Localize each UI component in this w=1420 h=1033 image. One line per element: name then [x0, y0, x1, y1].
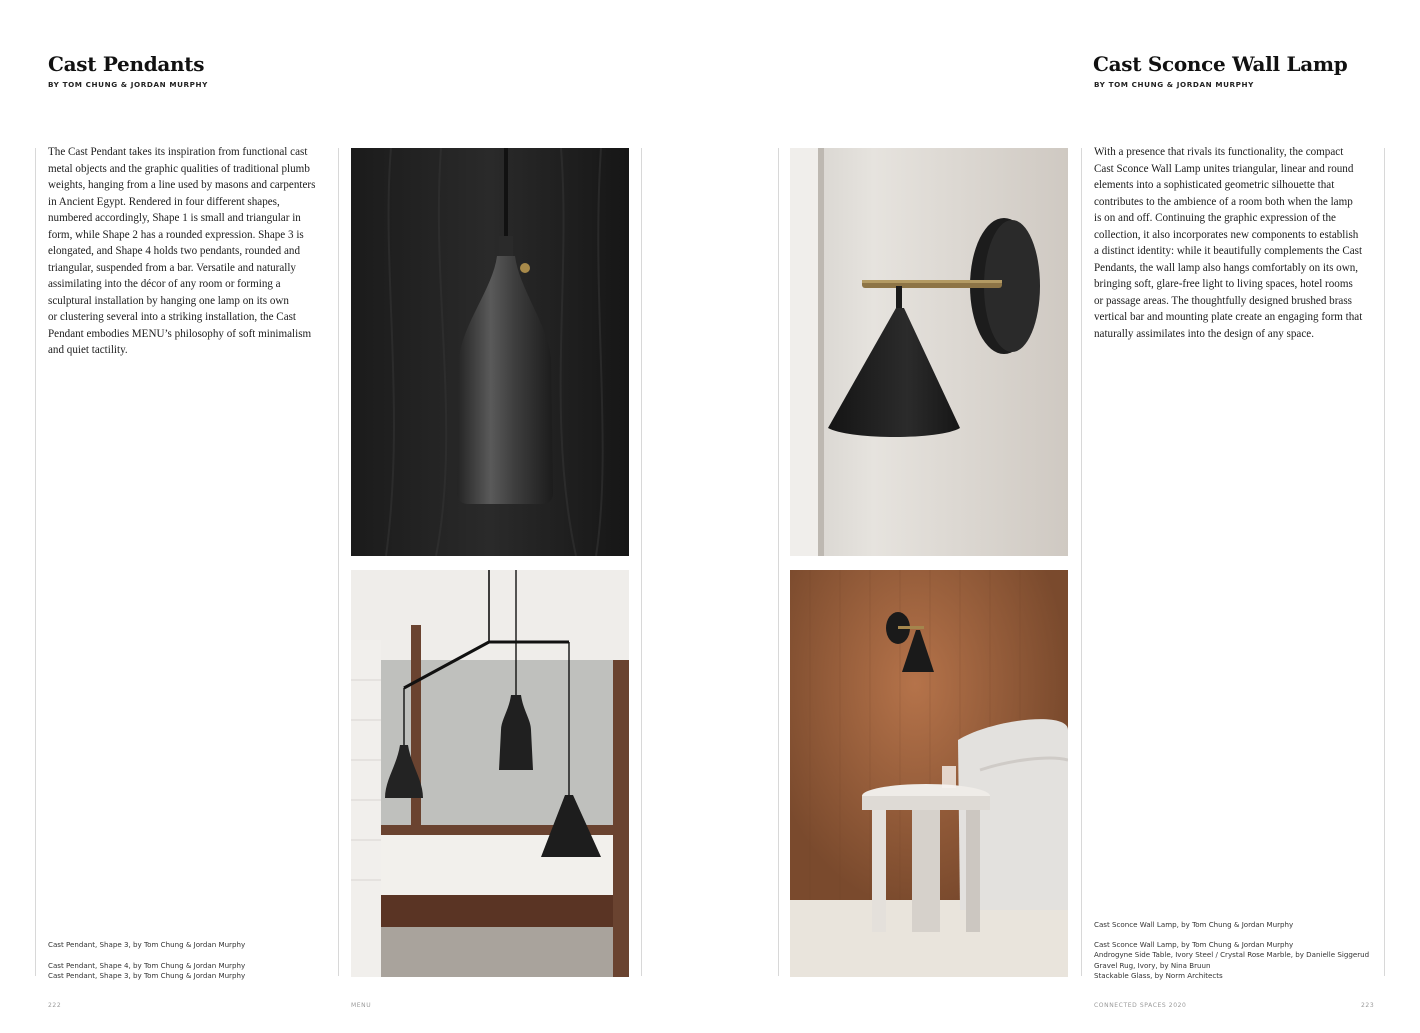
left-page-byline: BY TOM CHUNG & JORDAN MURPHY: [48, 80, 208, 89]
column-rule: [1081, 148, 1082, 976]
body-line: is on and off. Continuing the graphic expression of the: [1094, 212, 1336, 224]
body-line: elongated, and Shape 4 holds two pendants, rounded and: [48, 245, 301, 257]
body-line: or clustering several into a striking installation, the Cast: [48, 311, 297, 323]
caption-top: Cast Sconce Wall Lamp, by Tom Chung & Jordan Murphy: [1094, 920, 1294, 929]
sconce-bedroom-photo: [790, 570, 1068, 977]
right-page-title: Cast Sconce Wall Lamp: [1093, 52, 1348, 76]
body-line: form, while Shape 2 has a rounded expression. Shape 3 is: [48, 228, 304, 241]
body-line: Cast Sconce Wall Lamp unites triangular, linear and round: [1094, 162, 1354, 175]
column-rule: [1384, 148, 1385, 976]
left-body-text: [48, 144, 332, 359]
right-page-byline: BY TOM CHUNG & JORDAN MURPHY: [1094, 80, 1254, 89]
body-line: naturally assimilates into the design of any space.: [1094, 327, 1314, 340]
caption-line: Cast Pendant, Shape 3, by Tom Chung & Jordan Murphy: [48, 971, 246, 981]
column-rule: [778, 148, 779, 976]
body-line: sculptural installation by hanging one lamp on its own: [48, 294, 289, 307]
caption-bottom: [1094, 940, 1369, 981]
body-line: Pendant embodies MENU’s philosophy of soft minimalism: [48, 327, 312, 340]
caption-top: Cast Pendant, Shape 3, by Tom Chung & Jordan Murphy: [48, 940, 246, 949]
body-line: in Ancient Egypt. Rendered in four different shapes,: [48, 195, 280, 208]
caption-line: Cast Pendant, Shape 4, by Tom Chung & Jordan Murphy: [48, 961, 246, 970]
caption-bottom: [48, 961, 245, 982]
right-body-text: [1094, 144, 1378, 342]
body-line: numbered accordingly, Shape 1 is small and triangular in: [48, 212, 301, 224]
pendants-window-photo: [351, 570, 629, 977]
column-rule: [338, 148, 339, 976]
body-line: elements into a sophisticated geometric silhouette that: [1094, 179, 1335, 191]
caption-line: Cast Sconce Wall Lamp, by Tom Chung & Jordan Murphy: [1094, 940, 1294, 949]
sconce-closeup-photo: [790, 148, 1068, 556]
body-line: and quiet tactility.: [48, 344, 128, 356]
body-line: contributes to the ambience of a room both when the lamp: [1094, 195, 1353, 208]
body-line: a distinct identity: while it beautifully complements the Cast: [1094, 245, 1363, 257]
right-page-number: 223: [1361, 1002, 1375, 1009]
body-line: bringing soft, glare-free light to living spaces, hotel rooms: [1094, 278, 1353, 290]
body-line: or passage areas. The thoughtfully designed brushed brass: [1094, 294, 1352, 307]
column-rule: [641, 148, 642, 976]
column-rule: [35, 148, 36, 976]
body-line: collection, it also incorporates new components to establish: [1094, 228, 1359, 241]
body-line: metal objects and the graphic qualities of traditional plumb: [48, 162, 310, 175]
body-line: Pendants, the wall lamp also hangs comfortably on its own,: [1094, 261, 1359, 274]
body-line: triangular, suspended from a bar. Versatile and naturally: [48, 261, 296, 274]
pendant-closeup-photo: [351, 148, 629, 556]
left-page-title: Cast Pendants: [48, 52, 205, 76]
caption-line: Stackable Glass, by Norm Architects: [1094, 970, 1223, 980]
body-line: With a presence that rivals its functionality, the compact: [1094, 146, 1344, 158]
caption-line: Gravel Rug, Ivory, by Nina Bruun: [1094, 960, 1211, 970]
caption-line: Androgyne Side Table, Ivory Steel / Crystal Rose Marble, by Danielle Siggerud: [1094, 950, 1370, 960]
body-line: vertical bar and mounting plate create an engaging form that: [1094, 311, 1363, 323]
left-page-number: 222: [48, 1002, 62, 1009]
running-head-left: MENU: [351, 1002, 372, 1009]
body-line: weights, hanging from a line used by masons and carpenters: [48, 179, 316, 191]
body-line: assimilating into the décor of any room or forming a: [48, 278, 281, 290]
running-head-right: CONNECTED SPACES 2020: [1094, 1002, 1187, 1009]
body-line: The Cast Pendant takes its inspiration from functional cast: [48, 146, 308, 158]
